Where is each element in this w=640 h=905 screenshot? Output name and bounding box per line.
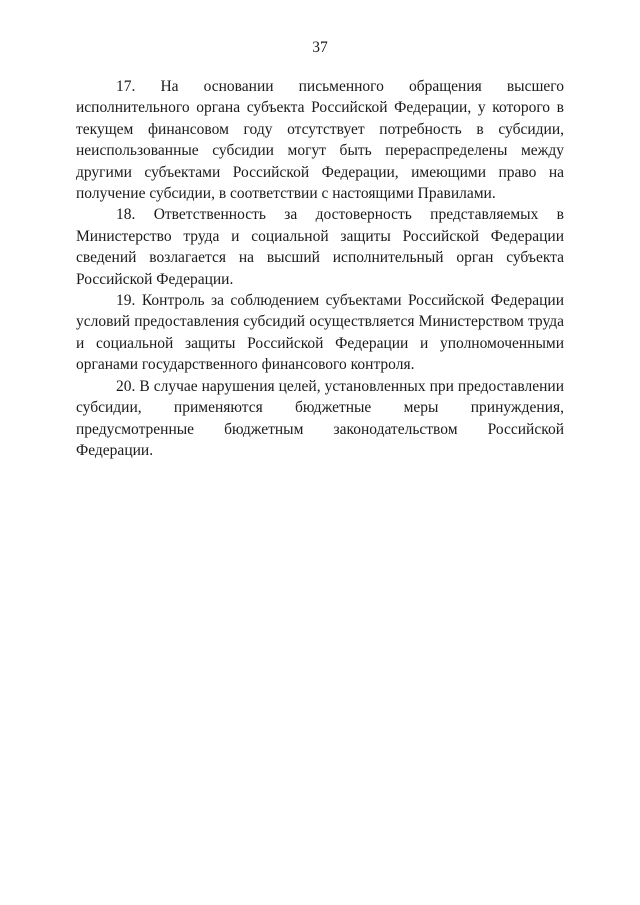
paragraph-20: 20. В случае нарушения целей, установленных при предоставлении субсидии, применяются бюджетные меры принуждения, предусмотренные бюджетным законодательством Российской Федерации. <box>76 377 564 459</box>
paragraph-17: 17. На основании письменного обращения высшего исполнительного органа субъекта Российской Федерации, у которого в текущем финансовом году отсутствует потребность в субсидии, неиспользованные субсидии могут быть перераспределены между другими субъектами Российской Федерации, имеющими право на получение субсидии, в соответствии с настоящими Правилами. <box>76 78 564 203</box>
paragraph-19: 19. Контроль за соблюдением субъектами Российской Федерации условий предоставления субсидий осуществляется Министерством труда и социальной защиты Российской Федерации и уполномоченными органами государственного финансового контроля. <box>76 292 564 374</box>
page-number: 37 <box>312 39 328 56</box>
document-body <box>76 76 564 461</box>
paragraph-18: 18. Ответственность за достоверность представляемых в Министерство труда и социальной защиты Российской Федерации сведений возлагается на высший исполнительный орган субъекта Российской Федерации. <box>76 206 564 288</box>
